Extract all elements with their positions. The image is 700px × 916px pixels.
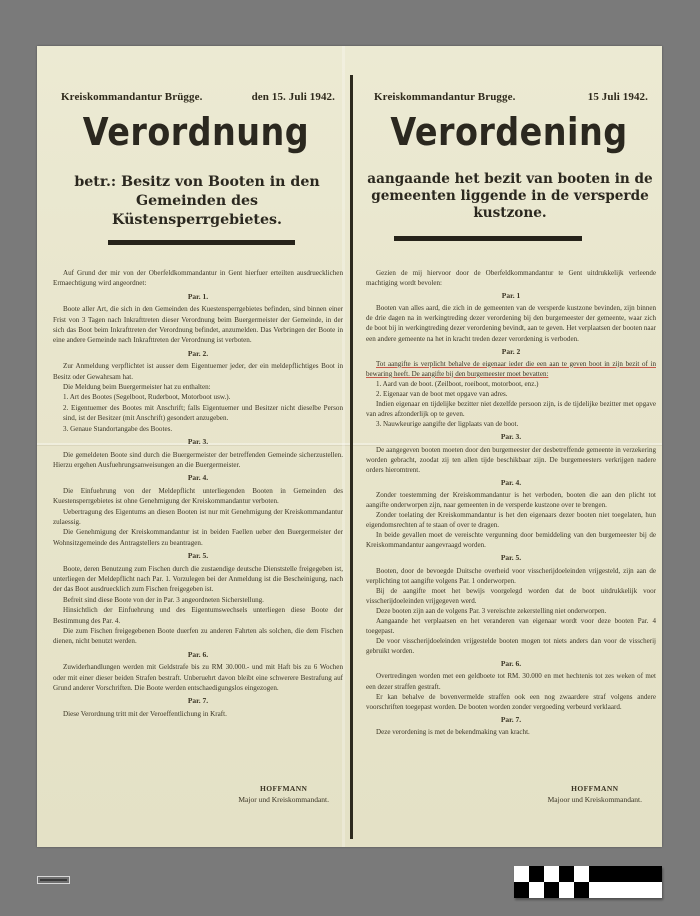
dutch-title: Verordening xyxy=(390,110,628,154)
dutch-subtitle: aangaande het bezit van booten in de gemeenten liggende in de versperde kustzone. xyxy=(367,171,653,221)
dutch-paragraph: Bij de aangifte moet het bewijs voorgelegd worden dat de boot uitdrukkelijk voor visscherijdoeleinden vrijgegeven werd. xyxy=(366,586,656,605)
dutch-intro: Gezien de mij hiervoor door de Oberfeldkommandantur te Gent uitdrukkelijk verleende machtiging wordt bevolen: xyxy=(366,269,656,288)
dutch-paragraph: Booten, door de bevoegde Duitsche overheid voor visscherijdoeleinden vrijgesteld, zijn aan de verplichting tot aangifte volgens Par. 1 onderworpen. xyxy=(366,566,656,585)
german-par-heading: Par. 2. xyxy=(187,348,209,358)
german-issuer: Kreiskommandantur Brügge. xyxy=(61,91,203,103)
dutch-issuer: Kreiskommandantur Brugge. xyxy=(374,91,516,103)
dutch-signatory-name: HOFFMANN xyxy=(571,784,619,793)
dutch-paragraph: Tot aangifte is verplicht behalve de eigenaar ieder die een aan te geven boot in zijn bezit of in bewaring heeft. De aangifte bij den burgemeester moet bevatten: xyxy=(366,359,656,378)
dutch-paragraph: De aangegeven booten moeten door den burgemeester der desbetreffende gemeente in verzekering worden gebracht, zoodat zij ten allen tijde beschikbaar zijn. De burgemeesters verkrijgen nadere orders hieromtrent. xyxy=(366,445,656,474)
poster-sheet xyxy=(37,46,662,847)
german-list-item: 2. Eigentuemer des Bootes mit Anschrift; falls Eigentuemer und Besitzer nicht dieselbe Person sind, ist der Besitzer (mit Anschrift) gesondert anzugeben. xyxy=(63,403,343,423)
german-header xyxy=(61,91,335,103)
german-column xyxy=(47,46,345,847)
german-paragraph: Die Einfuehrung von der Meldepflicht unterliegenden Booten in Gemeinden des Kuestensperrgebietes ist ohne Genehmigung der Kreiskommandantur verboten. xyxy=(53,486,343,506)
dutch-date: 15 Juli 1942. xyxy=(587,91,648,103)
german-paragraph: Zur Anmeldung verpflichtet ist ausser dem Eigentuemer jeder, der ein meldepflichtiges Boot in Besitz oder Gewahrsam hat. xyxy=(53,362,343,381)
german-title: Verordnung xyxy=(82,110,310,154)
dutch-paragraph: Booten van alles aard, die zich in de gemeenten van de versperde kustzone bevinden, zijn binnen de drie dagen na in werkingtreding dezer verordening bij den burgemeester der gemeente, waar zich de boot bij in werkingtreding dezer verordening bevindt, aan te geven. Het verplaatsen der booten naar een andere gemeente na het in kracht treden dezer verordening is verboden. xyxy=(366,304,656,343)
german-paragraph: Zuwiderhandlungen werden mit Geldstrafe bis zu RM 30.000.- und mit Haft bis zu 6 Wochen oder mit einer dieser beiden Strafen bestraft. Unberuehrt davon bleibt eine schwerere Bestrafung auf Grund anderer Vorschriften. Die Boote werden entschaedigungslos eingezogen. xyxy=(53,663,343,693)
german-body xyxy=(53,268,343,719)
dutch-column xyxy=(360,46,658,847)
german-list-item: 3. Genaue Standortangabe des Bootes. xyxy=(63,424,173,433)
dutch-paragraph: Zonder toestemming der Kreiskommandantur is het verboden, booten die aan den plicht tot aangifte onderworpen zijn, naar gemeenten in de versperde kustzone over te brengen. xyxy=(366,490,656,509)
dutch-par-heading: Par. 3. xyxy=(500,432,522,442)
german-paragraph: Die Genehmigung der Kreiskommandantur ist in beiden Faellen ueber den Buergermeister der Wohnsitzgemeinde des Antragstellers zu beantragen. xyxy=(53,528,343,547)
dutch-paragraph: Aangaande het verplaatsen en het veranderen van eigenaar wordt voor deze booten Par. 4 toegepast. xyxy=(366,617,656,636)
german-par-heading: Par. 1. xyxy=(187,291,209,301)
dutch-list-item: 3. Nauwkeurige aangifte der ligplaats van de boot. xyxy=(376,420,519,429)
german-signatory-name: HOFFMANN xyxy=(260,784,308,793)
german-paragraph: Die Meldung beim Buergermeister hat zu enthalten: xyxy=(63,383,211,392)
dutch-signature xyxy=(548,783,642,805)
german-par-heading: Par. 5. xyxy=(187,551,209,561)
column-divider xyxy=(350,75,353,839)
german-date: den 15. Juli 1942. xyxy=(251,91,335,103)
dutch-paragraph: Deze verordening is met de bekendmaking van kracht. xyxy=(376,727,530,736)
dutch-par-heading: Par. 7. xyxy=(500,714,522,724)
dutch-paragraph: Deze booten zijn aan de volgens Par. 3 vereischte zekerstelling niet onderworpen. xyxy=(376,606,607,615)
dutch-body xyxy=(366,268,656,737)
german-paragraph: Uebertragung des Eigentums an diesen Booten ist nur mit Genehmigung der Kreiskommandantur zulaessig. xyxy=(53,507,343,526)
dutch-list-item: Indien eigenaar en tijdelijke bezitter niet dezelfde persoon zijn, is de tijdelijke bezitter met opgave van adres afzonderlijk op te geven. xyxy=(366,400,656,419)
dutch-list-item: 1. Aard van de boot. (Zeilboot, roeiboot, motorboot, enz.) xyxy=(376,379,539,388)
dutch-header xyxy=(374,91,648,103)
catalog-label-tag xyxy=(37,876,70,884)
german-paragraph: Boote aller Art, die sich in den Gemeinden des Kuestensperrgebietes befinden, sind binnen einer Frist von 3 Tagen nach Inkrafttreten dieser Verordnung beim Buergermeister der Gemeinde, in der sich das Boot beim Inkrafttreten der Verordnung befindet, anzumelden. Das Verbringen der Boote in eine andere Gemeinde nach Inkrafttreten der Verordnung ist verboten. xyxy=(53,305,343,345)
dutch-par-heading: Par. 5. xyxy=(500,553,522,563)
german-par-heading: Par. 4. xyxy=(187,473,209,483)
dutch-title-rule xyxy=(394,236,582,241)
dutch-signatory-title: Majoor und Kreiskommandant. xyxy=(547,795,642,804)
dutch-list-item: 2. Eigenaar van de boot met opgave van adres. xyxy=(376,390,508,399)
german-paragraph: Hinsichtlich der Einfuehrung und des Eigentumswechsels unterliegen diese Boote der Bestimmung des Par. 4. xyxy=(53,606,343,625)
dutch-paragraph: Overtredingen worden met een geldboete tot RM. 30.000 en met hechtenis tot zes weken of met een dezer straffen gestraft. xyxy=(366,672,656,691)
dutch-par-heading: Par. 6. xyxy=(500,659,522,669)
german-signature xyxy=(238,783,329,805)
german-signatory-title: Major und Kreiskommandant. xyxy=(238,795,329,804)
german-list-item: 1. Art des Bootes (Segelboot, Ruderboot, Motorboot usw.). xyxy=(63,393,231,402)
dutch-paragraph: In beide gevallen moet de vereischte vergunning door bemiddeling van den burgemeester bij de Kreiskommandantur aangevraagd worden. xyxy=(366,531,656,550)
german-paragraph: Die zum Fischen freigegebenen Boote duerfen zu anderen Fahrten als solchen, die dem Fischen dienen, nicht benutzt werden. xyxy=(53,627,343,646)
german-title-rule xyxy=(108,240,295,245)
german-subtitle: betr.: Besitz von Booten in den Gemeinden des Küstensperrgebietes. xyxy=(74,174,320,228)
color-scale-bar xyxy=(514,866,662,898)
dutch-par-heading: Par. 2 xyxy=(501,346,521,356)
german-intro: Auf Grund der mir von der Oberfeldkommandantur in Gent hierfuer erteilten ausdruecklichen Ermaechtigung wird angeordnet: xyxy=(53,269,343,288)
german-paragraph: Befreit sind diese Boote von der in Par. 3 angeordneten Sicherstellung. xyxy=(63,595,264,604)
german-paragraph: Diese Verordnung tritt mit der Veroeffentlichung in Kraft. xyxy=(63,709,227,718)
german-par-heading: Par. 7. xyxy=(187,696,209,706)
dutch-par-heading: Par. 1 xyxy=(501,291,521,301)
dutch-par-heading: Par. 4. xyxy=(500,477,522,487)
german-paragraph: Boote, deren Benutzung zum Fischen durch die zustaendige deutsche Dienststelle freigegeben ist, unterliegen der Meldepflicht nach Par. 1. Vorzulegen bei der Anmeldung ist die Bescheinigung, nach der das Boot ausdruecklich zum Fischen freigegeben ist. xyxy=(53,564,343,594)
dutch-paragraph: De voor visscherijdoeleinden vrijgestelde booten mogen tot niets anders dan voor de visscherij gebruikt worden. xyxy=(366,637,656,656)
dutch-paragraph: Zonder toelating der Kreiskommandantur is het den eigenaars dezer booten niet toegelaten, hun eigendomsrechten af te staan of over te dragen. xyxy=(366,511,656,530)
german-par-heading: Par. 6. xyxy=(187,649,209,659)
dutch-paragraph: Er kan behalve de bovenvermelde straffen ook een nog zwaardere straf volgens andere voorschriften toegepast worden. De booten worden zonder vergoeding verbeurd verklaard. xyxy=(366,692,656,711)
german-par-heading: Par. 3. xyxy=(187,437,209,447)
german-paragraph: Die gemeldeten Boote sind durch die Buergermeister der betreffenden Gemeinde sicherzustellen. Hierzu ergehen Ausfuehrungsanweisungen an die Buergermeister. xyxy=(53,450,343,469)
